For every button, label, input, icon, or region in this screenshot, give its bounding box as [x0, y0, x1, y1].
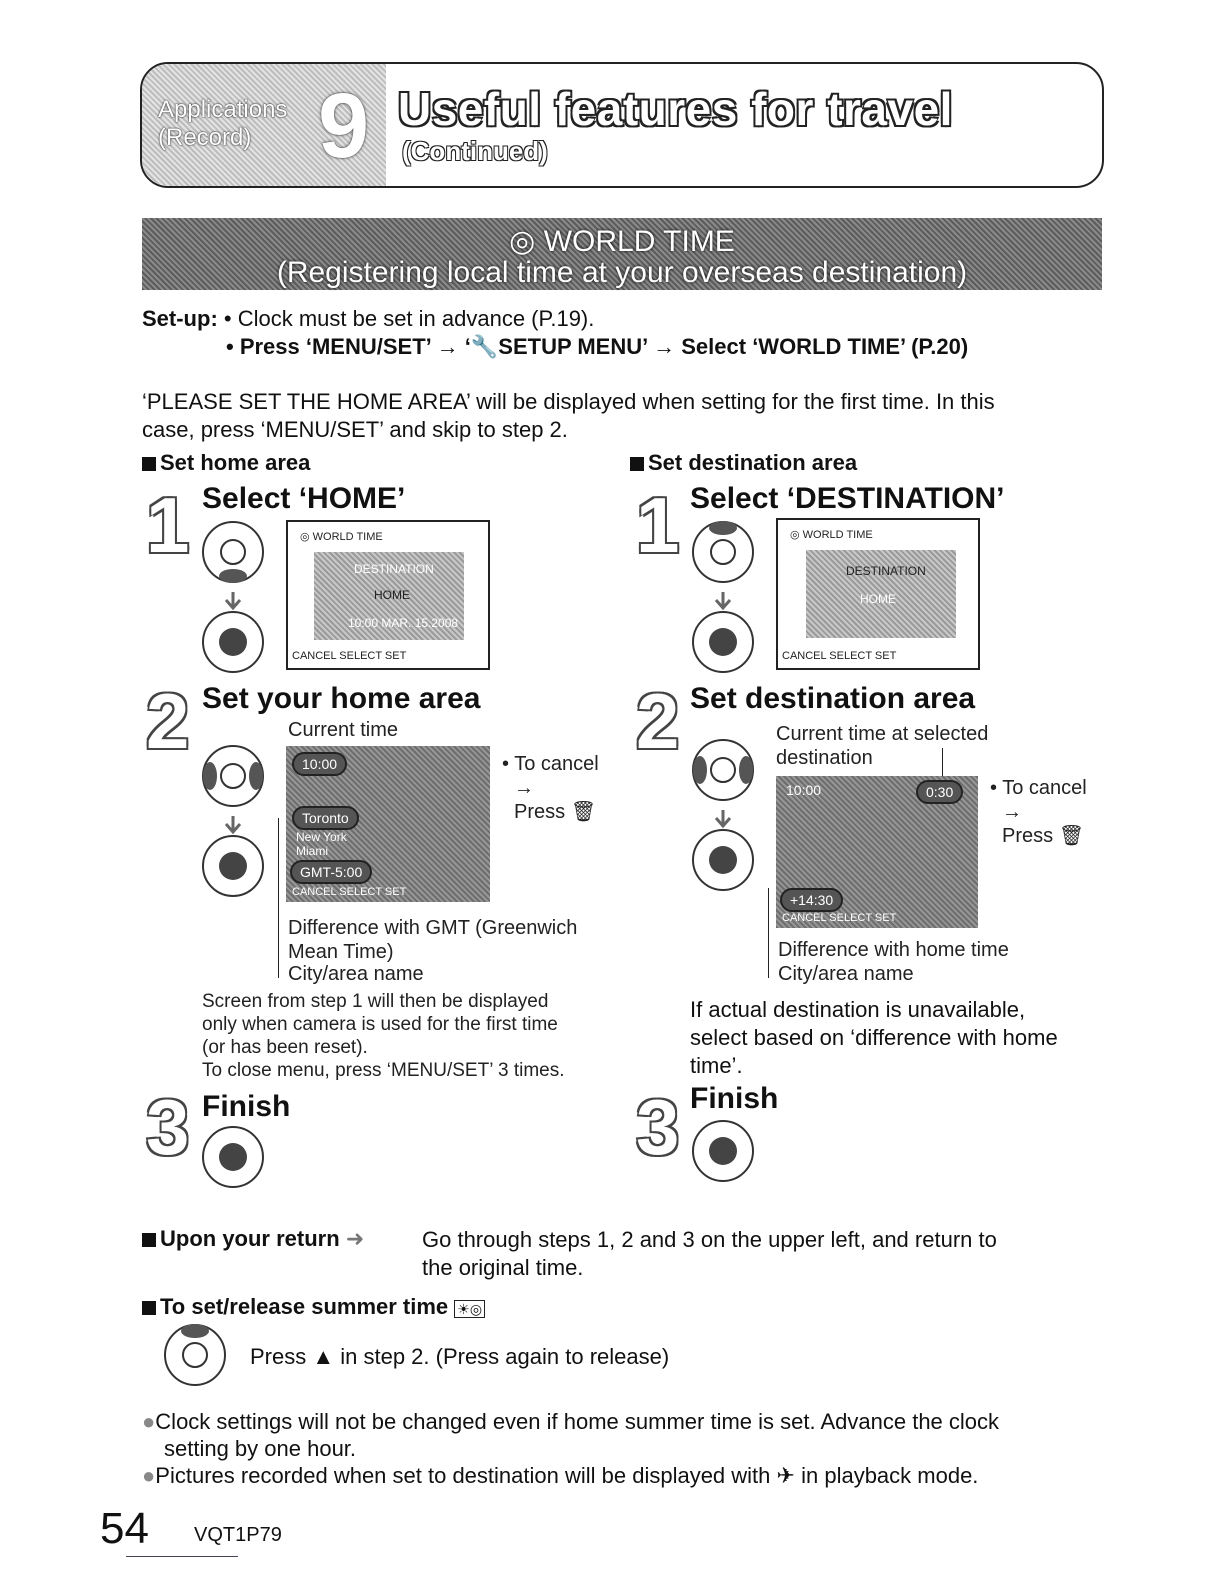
left-step2-screen: 10:00 Toronto New York Miami GMT-5:00 CANCEL SELECT SET — [286, 746, 490, 902]
dpad-icon — [688, 738, 762, 898]
dpad-icon — [160, 1318, 234, 1392]
chapter-number: 9 — [318, 75, 370, 177]
dest-time-label: Current time at selected destination — [776, 723, 989, 769]
current-time-label: Current time — [288, 719, 399, 741]
left-step3-title: Finish — [202, 1090, 291, 1123]
city-label: City/area name — [288, 963, 424, 985]
right-notes: If actual destination is unavailable, select based on ‘difference with home time’. — [690, 997, 1058, 1078]
screen-menu: DESTINATION HOME — [806, 550, 956, 638]
left-notes: Screen from step 1 will then be displayed only when camera is used for the first time (or has been reset). To close menu, press ‘MENU/SET’ 3 times. — [202, 991, 565, 1081]
trash-icon: 🗑 — [1058, 825, 1085, 847]
right-step1-title: Select ‘DESTINATION’ — [690, 482, 1005, 515]
intro-text: ‘PLEASE SET THE HOME AREA’ will be displayed when setting for the first time. In this case, press ‘MENU/SET’ and skip to step 2. — [142, 389, 995, 442]
chapter-category: Applications (Record) — [158, 96, 288, 151]
bullet-icon: ● — [142, 1409, 156, 1434]
screen-menu: DESTINATION HOME 10:00 MAR. 15.2008 — [314, 552, 464, 640]
trash-icon: 🗑 — [570, 801, 597, 823]
right-step1-number: 1 — [636, 481, 680, 569]
summer-text: Press ▲ in step 2. (Press again to release) — [250, 1344, 670, 1369]
left-step1-number: 1 — [146, 481, 190, 569]
globe-icon: ◎ — [509, 225, 536, 258]
arrow-icon: ➜ — [345, 1226, 365, 1251]
banner-subtitle: (Registering local time at your overseas destination) — [276, 256, 968, 289]
bullet-icon: ● — [142, 1463, 156, 1488]
screen-title: ◎ WORLD TIME — [790, 529, 873, 541]
dpad-icon — [688, 1116, 762, 1186]
city-label: City/area name — [778, 963, 914, 985]
diff-home-label: Difference with home time — [778, 939, 1009, 961]
left-step2-title: Set your home area — [202, 682, 481, 715]
setup-label: Set-up: — [142, 306, 218, 331]
dpad-icon — [688, 520, 762, 680]
right-step2-number: 2 — [636, 677, 680, 765]
left-heading: Set home area — [142, 450, 310, 476]
setup-block — [142, 306, 594, 332]
summer-time-icon: ☀◎ — [454, 1300, 485, 1318]
setup-item-2: • Press ‘MENU/SET’ → ‘🔧SETUP MENU’ → Select ‘WORLD TIME’ (P.20) — [226, 334, 969, 359]
left-step2-number: 2 — [146, 677, 190, 765]
chapter-header — [140, 62, 1104, 188]
cancel-note: • To cancel → Press 🗑 — [502, 753, 599, 823]
page-title: Useful features for travel — [398, 83, 953, 135]
screen-title: ◎ WORLD TIME — [300, 531, 383, 543]
right-step2-screen: 10:00 0:30 +14:30 CANCEL SELECT SET — [776, 776, 978, 928]
banner-title: WORLD TIME — [543, 225, 735, 258]
dpad-icon — [198, 1122, 272, 1192]
summer-heading: To set/release summer time ☀◎ — [142, 1294, 485, 1322]
section-banner — [142, 218, 1102, 290]
airplane-icon: ✈ — [776, 1463, 795, 1488]
return-text: Go through steps 1, 2 and 3 on the upper left, and return to the original time. — [422, 1227, 997, 1280]
page-number: 54 — [100, 1504, 149, 1553]
left-step1-title: Select ‘HOME’ — [202, 482, 406, 515]
right-step1-screen: ◎ WORLD TIME DESTINATION HOME CANCEL SELECT SET — [776, 518, 980, 670]
wrench-icon: 🔧 — [470, 334, 499, 359]
dpad-icon — [198, 520, 272, 680]
dpad-icon — [198, 744, 272, 904]
right-heading: Set destination area — [630, 450, 857, 476]
left-step1-screen: ◎ WORLD TIME DESTINATION HOME 10:00 MAR. 15.2008 CANCEL SELECT SET — [286, 520, 490, 670]
cancel-note: • To cancel → Press 🗑 — [990, 777, 1087, 847]
return-heading: Upon your return ➜ — [142, 1226, 364, 1252]
right-step2-title: Set destination area — [690, 682, 976, 715]
notes-list: ●Clock settings will not be changed even if home summer time is set. Advance the clock setting by one hour. ●Pictures recorded when set to destination will be displayed with ✈ in playback mode. — [142, 1409, 1000, 1488]
left-step3-number: 3 — [146, 1083, 190, 1171]
right-step3-number: 3 — [636, 1083, 680, 1171]
doc-code: VQT1P79 — [194, 1524, 282, 1546]
page-subtitle: (Continued) — [402, 136, 548, 166]
setup-item-1: • Clock must be set in advance (P.19). — [223, 306, 595, 331]
right-step3-title: Finish — [690, 1082, 779, 1115]
diff-gmt-label: Difference with GMT (Greenwich Mean Time) — [288, 917, 578, 963]
